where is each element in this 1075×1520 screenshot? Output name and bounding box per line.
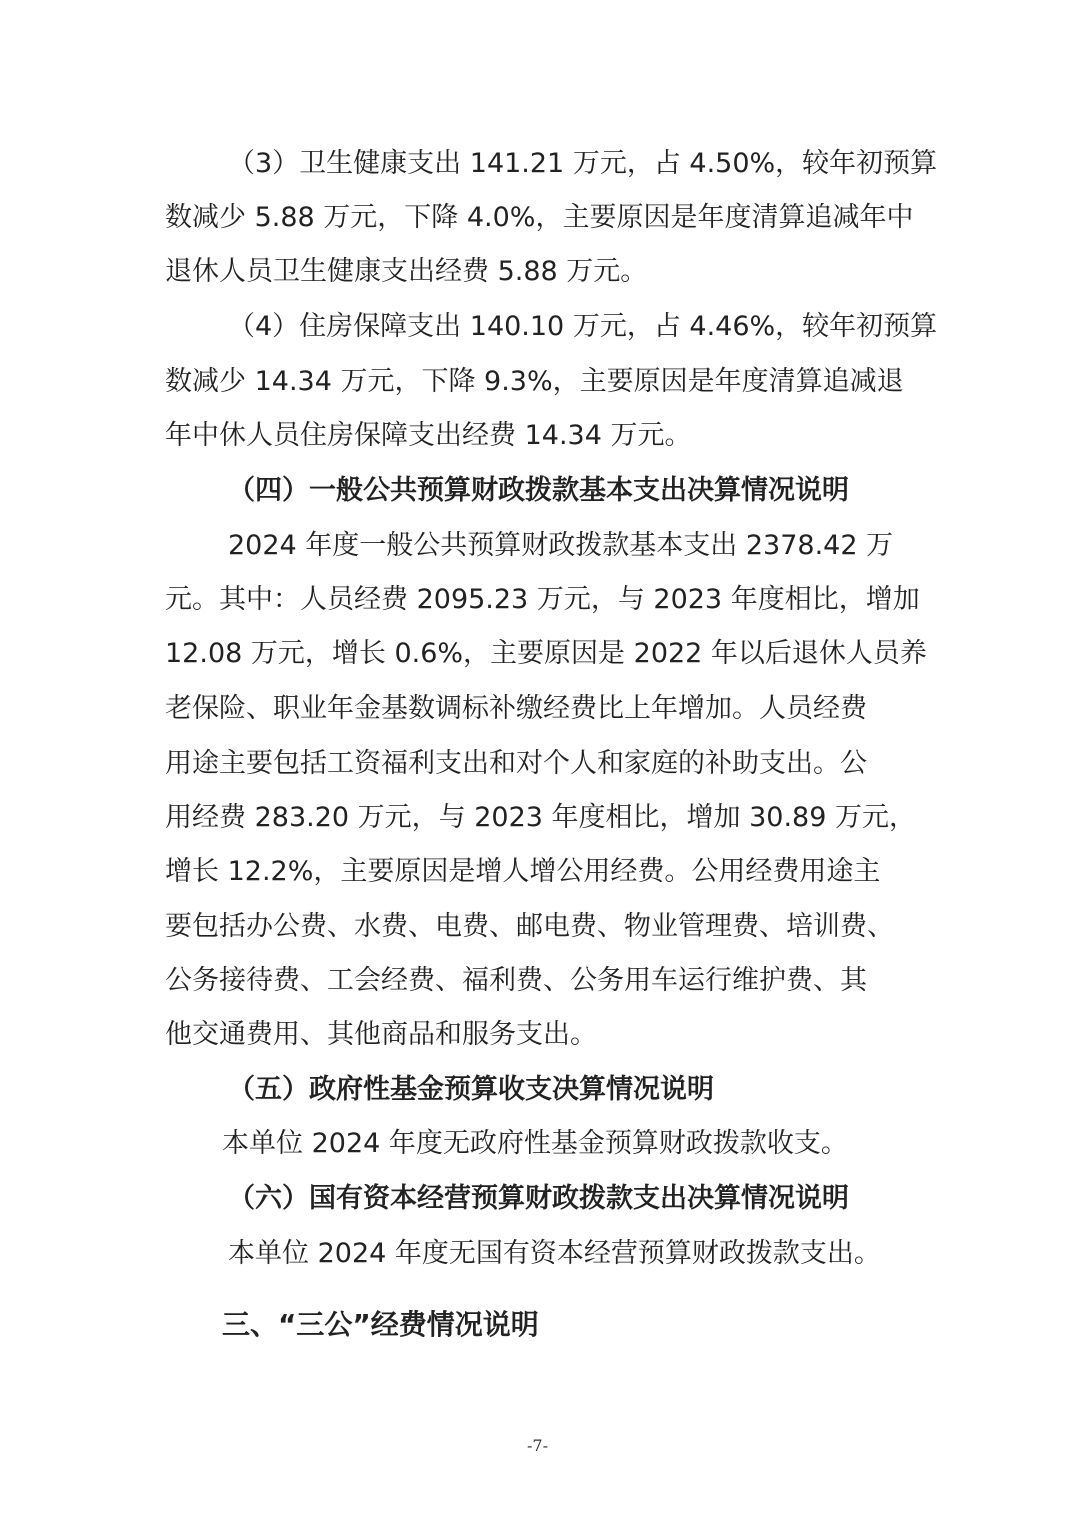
- section-heading-basic-expense: （四）一般公共预算财政拨款基本支出决算情况说明: [228, 475, 849, 506]
- health-line-1: （3）卫生健康支出 141.21 万元，占 4.50%，较年初预算: [228, 148, 938, 179]
- section-heading-three-public: 三、“三公”经费情况说明: [222, 1308, 539, 1341]
- state-capital-text: 本单位 2024 年度无国有资本经营预算财政拨款支出。: [228, 1238, 881, 1269]
- basic-expense-line-5: 用途主要包括工资福利支出和对个人和家庭的补助支出。公: [165, 748, 867, 779]
- health-line-2: 数减少 5.88 万元，下降 4.0%，主要原因是年度清算追减年中: [165, 202, 914, 233]
- housing-line-3: 年中休人员住房保障支出经费 14.34 万元。: [165, 420, 692, 451]
- housing-line-1: （4）住房保障支出 140.10 万元，占 4.46%，较年初预算: [228, 311, 938, 342]
- basic-expense-line-1: 2024 年度一般公共预算财政拨款基本支出 2378.42 万: [228, 530, 894, 561]
- page-number: -7-: [527, 1436, 548, 1455]
- basic-expense-line-6: 用经费 283.20 万元，与 2023 年度相比，增加 30.89 万元，: [165, 802, 916, 833]
- section-heading-gov-fund: （五）政府性基金预算收支决算情况说明: [228, 1074, 714, 1105]
- section-heading-state-capital: （六）国有资本经营预算财政拨款支出决算情况说明: [228, 1183, 849, 1214]
- basic-expense-line-4: 老保险、职业年金基数调标补缴经费比上年增加。人员经费: [165, 693, 867, 724]
- gov-fund-text: 本单位 2024 年度无政府性基金预算财政拨款收支。: [222, 1128, 848, 1159]
- health-line-3: 退休人员卫生健康支出经费 5.88 万元。: [165, 256, 648, 287]
- basic-expense-line-10: 他交通费用、其他商品和服务支出。: [165, 1019, 597, 1050]
- basic-expense-line-3: 12.08 万元，增长 0.6%，主要原因是 2022 年以后退休人员养: [165, 638, 927, 669]
- basic-expense-line-2: 元。其中：人员经费 2095.23 万元，与 2023 年度相比，增加: [165, 584, 920, 615]
- basic-expense-line-8: 要包括办公费、水费、电费、邮电费、物业管理费、培训费、: [165, 911, 894, 942]
- housing-line-2: 数减少 14.34 万元，下降 9.3%，主要原因是年度清算追减退: [165, 366, 904, 397]
- basic-expense-line-9: 公务接待费、工会经费、福利费、公务用车运行维护费、其: [165, 965, 867, 996]
- basic-expense-line-7: 增长 12.2%，主要原因是增人增公用经费。公用经费用途主: [165, 856, 881, 887]
